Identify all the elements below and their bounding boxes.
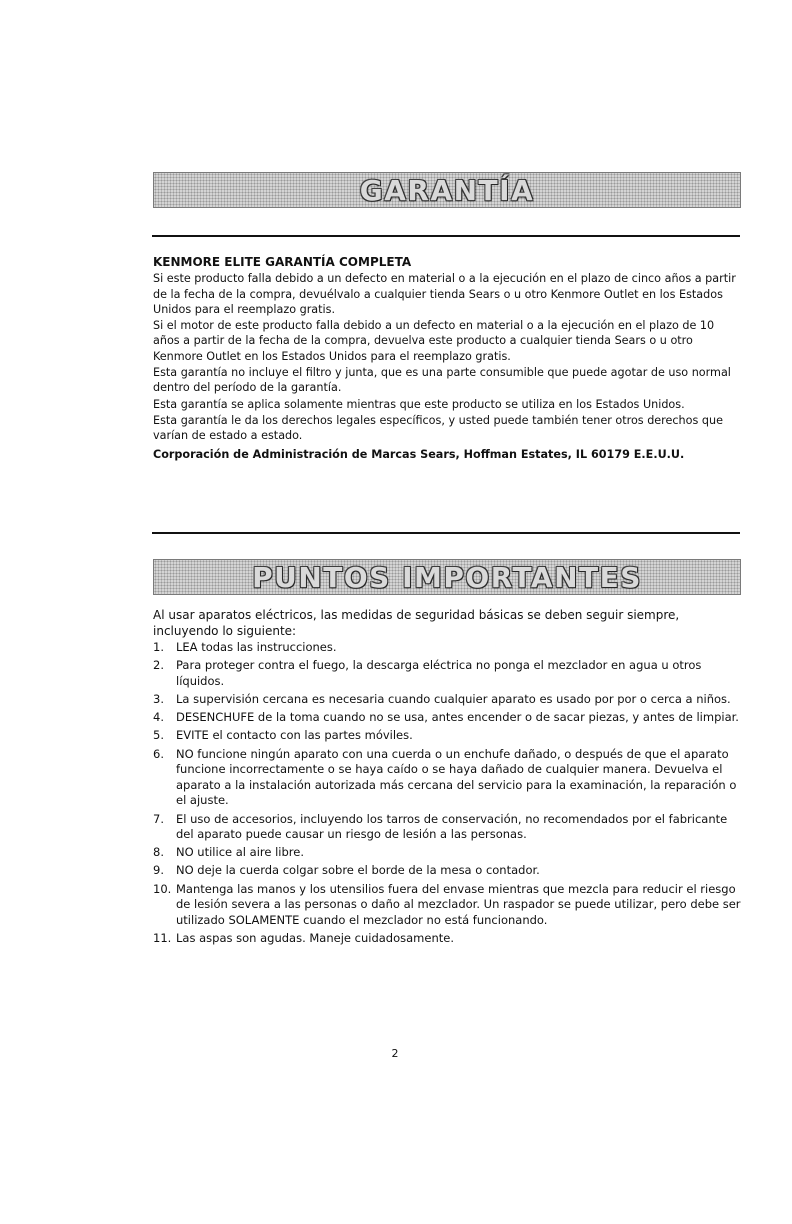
warranty-banner — [153, 172, 741, 208]
warranty-paragraph-1: Si este producto falla debido a un defecto en material o a la ejecución en el plazo de cinco años a partir de la fecha de la compra, devuélvalo a cualquier tienda Sears o u otro Kenmore Outlet en los Estados Unidos para el reemplazo gratis. — [153, 272, 736, 316]
warranty-bottom-rule — [152, 532, 740, 534]
safety-item-number: 1. — [153, 640, 164, 654]
safety-item — [153, 747, 743, 809]
safety-item — [153, 640, 743, 656]
safety-item — [153, 863, 743, 879]
safety-banner — [153, 559, 741, 595]
warranty-paragraph-4: Esta garantía se aplica solamente mientras que este producto se utiliza en los Estados Unidos. — [153, 397, 685, 411]
safety-item — [153, 692, 743, 708]
safety-item — [153, 658, 743, 689]
safety-item-text: Las aspas son agudas. Maneje cuidadosamente. — [176, 931, 454, 946]
safety-item-number: 10. — [153, 881, 172, 896]
warranty-top-rule — [152, 235, 740, 237]
safety-list — [153, 640, 743, 947]
safety-banner-title: PUNTOS IMPORTANTES — [252, 560, 642, 594]
safety-item-text: NO funcione ningún aparato con una cuerda o un enchufe dañado, o después de que el aparato funcione incorrectamente o se haya caído o se haya dañado de cualquier manera. Devuelva el aparato a la instalación autorizada más cercana del servicio para la examinación, la reparación o el ajuste. — [176, 746, 737, 808]
safety-item-number: 3. — [153, 691, 164, 706]
safety-item-number: 9. — [153, 863, 164, 878]
safety-item-number: 8. — [153, 845, 164, 860]
safety-item-number: 6. — [153, 746, 164, 761]
safety-item-text: LEA todas las instrucciones. — [176, 640, 337, 654]
warranty-banner-title: GARANTÍA — [359, 173, 535, 207]
safety-item-number: 11. — [153, 931, 172, 946]
safety-item — [153, 812, 743, 843]
safety-item — [153, 710, 743, 726]
warranty-corporation: Corporación de Administración de Marcas Sears, Hoffman Estates, IL 60179 E.E.U.U. — [153, 447, 685, 461]
safety-item-text: DESENCHUFE de la toma cuando no se usa, antes encender o de sacar piezas, y antes de limpiar. — [176, 710, 739, 725]
safety-item-text: El uso de accesorios, incluyendo los tarros de conservación, no recomendados por el fabricante del aparato puede causar un riesgo de lesión a las personas. — [176, 811, 728, 842]
safety-item-text: NO deje la cuerda colgar sobre el borde de la mesa o contador. — [176, 863, 540, 878]
page-number: 2 — [391, 1047, 399, 1060]
safety-item-number: 4. — [153, 710, 164, 725]
safety-item-number: 2. — [153, 658, 164, 673]
safety-item — [153, 882, 743, 929]
warranty-paragraph-5: Esta garantía le da los derechos legales específicos, y usted puede también tener otros derechos que varían de estado a estado. — [153, 413, 723, 443]
safety-item — [153, 931, 743, 947]
safety-item — [153, 728, 743, 744]
safety-item-number: 5. — [153, 728, 164, 743]
safety-section — [153, 607, 743, 949]
safety-item-text: Para proteger contra el fuego, la descarga eléctrica no ponga el mezclador en agua u otros líquidos. — [176, 658, 702, 688]
warranty-paragraph-2: Si el motor de este producto falla debido a un defecto en material o a la ejecución en el plazo de 10 años a partir de la fecha de la compra, devuelva este producto a cualquier tienda Sears o u otro Kenmore Outlet en los Estados Unidos para el reemplazo gratis. — [153, 319, 715, 363]
safety-item-number: 7. — [153, 811, 164, 826]
safety-item-text: EVITE el contacto con las partes móviles. — [176, 728, 413, 743]
warranty-paragraph-3: Esta garantía no incluye el filtro y junta, que es una parte consumible que puede agotar de uso normal dentro del período de la garantía. — [153, 366, 731, 395]
safety-intro: Al usar aparatos eléctricos, las medidas de seguridad básicas se deben seguir siempre, incluyendo lo siguiente: — [153, 608, 680, 638]
safety-item — [153, 845, 743, 861]
safety-item-text: La supervisión cercana es necesaria cuando cualquier aparato es usado por por o cerca a niños. — [176, 691, 731, 706]
safety-item-text: Mantenga las manos y los utensilios fuera del envase mientras que mezcla para reducir el riesgo de lesión severa a las personas o daño al mezclador. Un raspador se puede utilizar, pero debe ser utilizado SOLAMENTE cuando el mezclador no está funcionando. — [176, 881, 741, 927]
safety-item-text: NO utilice al aire libre. — [176, 845, 304, 860]
warranty-heading: KENMORE ELITE GARANTÍA COMPLETA — [153, 255, 412, 269]
warranty-section — [153, 255, 743, 463]
